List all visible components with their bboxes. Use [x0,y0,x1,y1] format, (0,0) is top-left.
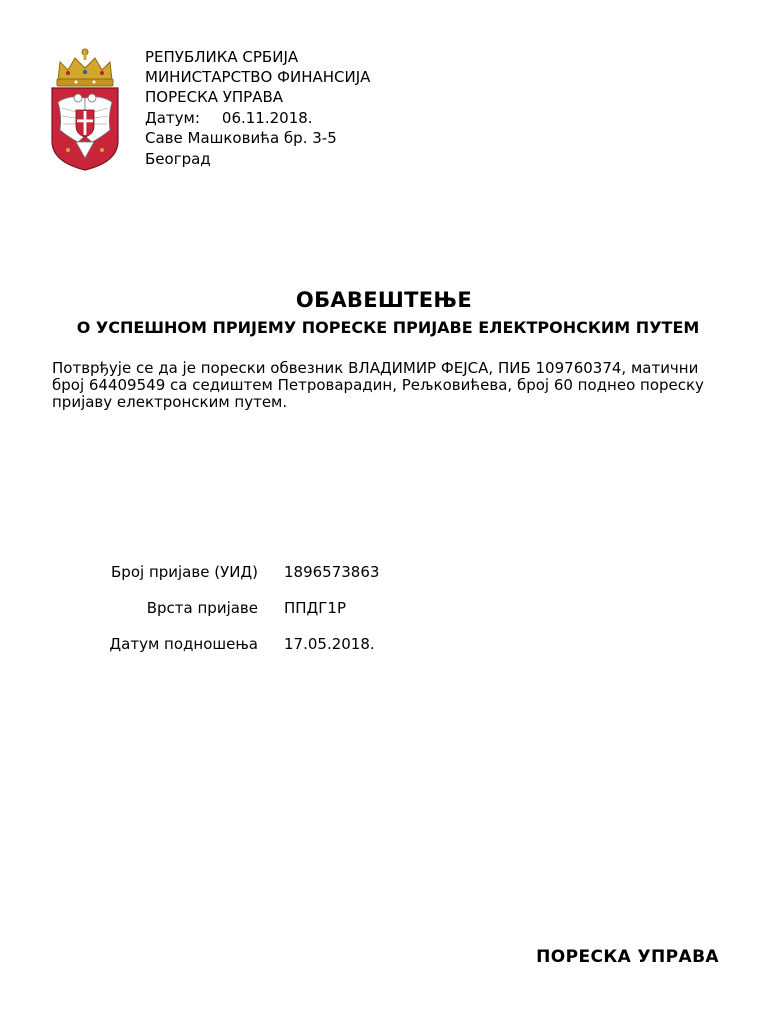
detail-row-uid [0,563,768,599]
detail-value: 17.05.2018. [284,635,375,653]
issuer-header [145,47,370,169]
detail-label: Врста пријаве [146,599,258,617]
ministry-name: МИНИСТАРСТВО ФИНАНСИЈА [145,68,371,86]
detail-value: 1896573863 [284,563,380,581]
detail-label: Број пријаве (УИД) [111,563,258,581]
city: Београд [145,150,211,168]
country-name: РЕПУБЛИКА СРБИЈА [145,48,299,66]
detail-label: Датум подношења [109,635,258,653]
date-row [145,108,370,128]
detail-value: ППДГ1Р [284,599,347,617]
confirmation-paragraph: Потврђује се да је порески обвезник ВЛАДИМИР ФЕЈСА, ПИБ 109760374, матични број 64409549 са седиштем Петроварадин, Рељковићева, број 60 поднео пореску пријаву електронским путем. [52,359,704,411]
detail-row-type [0,599,768,635]
street-address: Саве Машковића бр. 3-5 [145,129,337,147]
signature-block: ПОРЕСКА УПРАВА [536,947,719,967]
date-label: Датум: [145,109,200,127]
date-value: 06.11.2018. [221,109,313,127]
document-subtitle: О УСПЕШНОМ ПРИЈЕМУ ПОРЕСКЕ ПРИЈАВЕ ЕЛЕКТРОНСКИМ ПУТЕМ [76,318,700,337]
submission-details [0,563,768,671]
detail-row-date [0,635,768,671]
document-title: ОБАВЕШТЕЊЕ [295,288,473,312]
office-name: ПОРЕСКА УПРАВА [145,88,284,106]
coat-of-arms-icon [48,46,122,172]
